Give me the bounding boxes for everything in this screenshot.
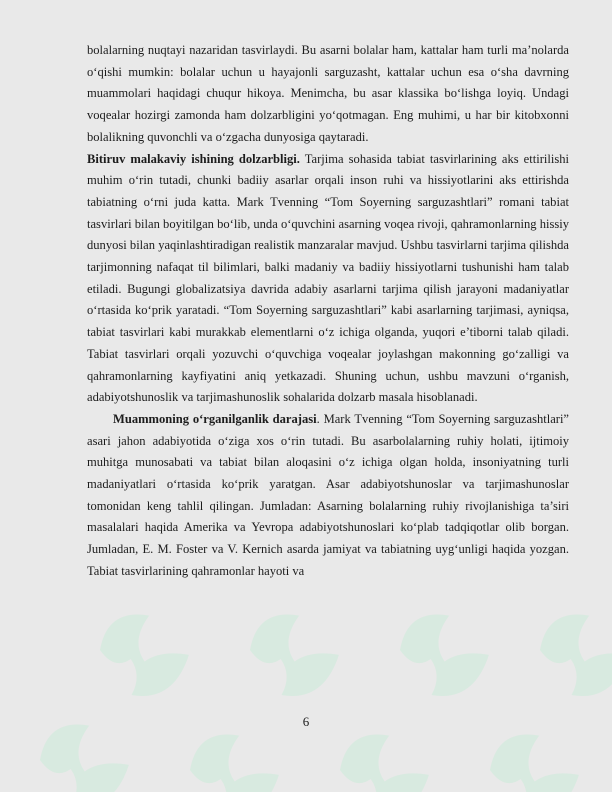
research-level-text: . Mark Tvenning “Tom Soyerning sarguzashtlari” asari jahon adabiyotida o‘ziga xos o‘rin tutadi. Bu asarbolalarning ruhiy holati, ijtimoiy muhitga munosabati va tabiat bilan aloqasini o‘z ichiga olgan holda, insoniyatning turli madaniyatlari o‘rtasida ko‘prik yaratgan. Asar adabiyotshunoslar va tarjimashunoslar tomonidan keng tahlil qilingan. Jumladan: Asarning bolalarning ruhiy rivojlanishiga ta’siri masalalari haqida Amerika va Yevropa adabiyotshunoslari ko‘plab tadqiqotlar olib borgan. Jumladan, E. M. Foster va V. Kernich asarda jamiyat va tabiatning uyg‘unligi haqida yozgan. Tabiat tasvirlarining qahramonlar hayoti va bbox=[87, 411, 569, 578]
document-body bbox=[87, 40, 569, 583]
research-level-heading: Muammoning o‘rganilganlik darajasi bbox=[113, 411, 317, 426]
paragraph-research-level bbox=[87, 409, 569, 583]
relevance-text: Tarjima sohasida tabiat tasvirlarining aks ettirilishi muhim o‘rin tutadi, chunki badiiy asarlar orqali inson ruhi va hissiyotlarini aks ettirishda tabiatning o‘rni juda katta. Mark Tvenning “Tom Soyerning sarguzashtlari” romani tabiat tasvirlari bilan boyitilgan bo‘lib, unda o‘quvchini asarning voqea rivoji, qahramonlarning hissiy dunyosi bilan yaqinlashtiradigan realistik manzaralar mavjud. Ushbu tasvirlarni tarjima qilishda tarjimonning nafaqat til bilimlari, balki madaniy va badiiy hissiyotlarni tushunishi ham talab etiladi. Bugungi globalizatsiya davrida adabiy asarlarni tarjima qilish jarayoni madaniyatlar o‘rtasida ko‘prik yaratadi. “Tom Soyerning sarguzashtlari” kabi asarlarning tarjimasi, ayniqsa, tabiat tasvirlari kabi murakkab elementlarni o‘z ichiga olganda, yuqori e’tiborni talab qiladi. Tabiat tasvirlari orqali yozuvchi o‘quvchiga voqealar joylashgan makonning go‘zalligi va qahramonlarning kayfiyatini aniq yetkazadi. Shuning uchun, ushbu mavzuni o‘rganish, adabiyotshunoslik va tarjimashunoslik sohalarida dolzarb masala hisoblanadi. bbox=[87, 151, 569, 405]
paragraph-relevance bbox=[87, 149, 569, 409]
paragraph-intro: bolalarning nuqtayi nazaridan tasvirlaydi. Bu asarni bolalar ham, kattalar ham turli ma’nolarda o‘qishi mumkin: bolalar uchun u hayajonli sarguzasht, kattalar uchun esa o‘sha davrning muammolari haqidagi chuqur hikoya. Menimcha, bu asar klassika bo‘lishga loyiq. Undagi voqealar hozirgi zamonda ham dolzarbligini yo‘qotmagan. Eng muhimi, u har bir kitobxonni bolalikning quvonchli va o‘zgacha dunyosiga qaytaradi. bbox=[87, 43, 569, 144]
relevance-heading: Bitiruv malakaviy ishining dolzarbligi. bbox=[87, 151, 300, 166]
page-number: 6 bbox=[302, 714, 310, 729]
